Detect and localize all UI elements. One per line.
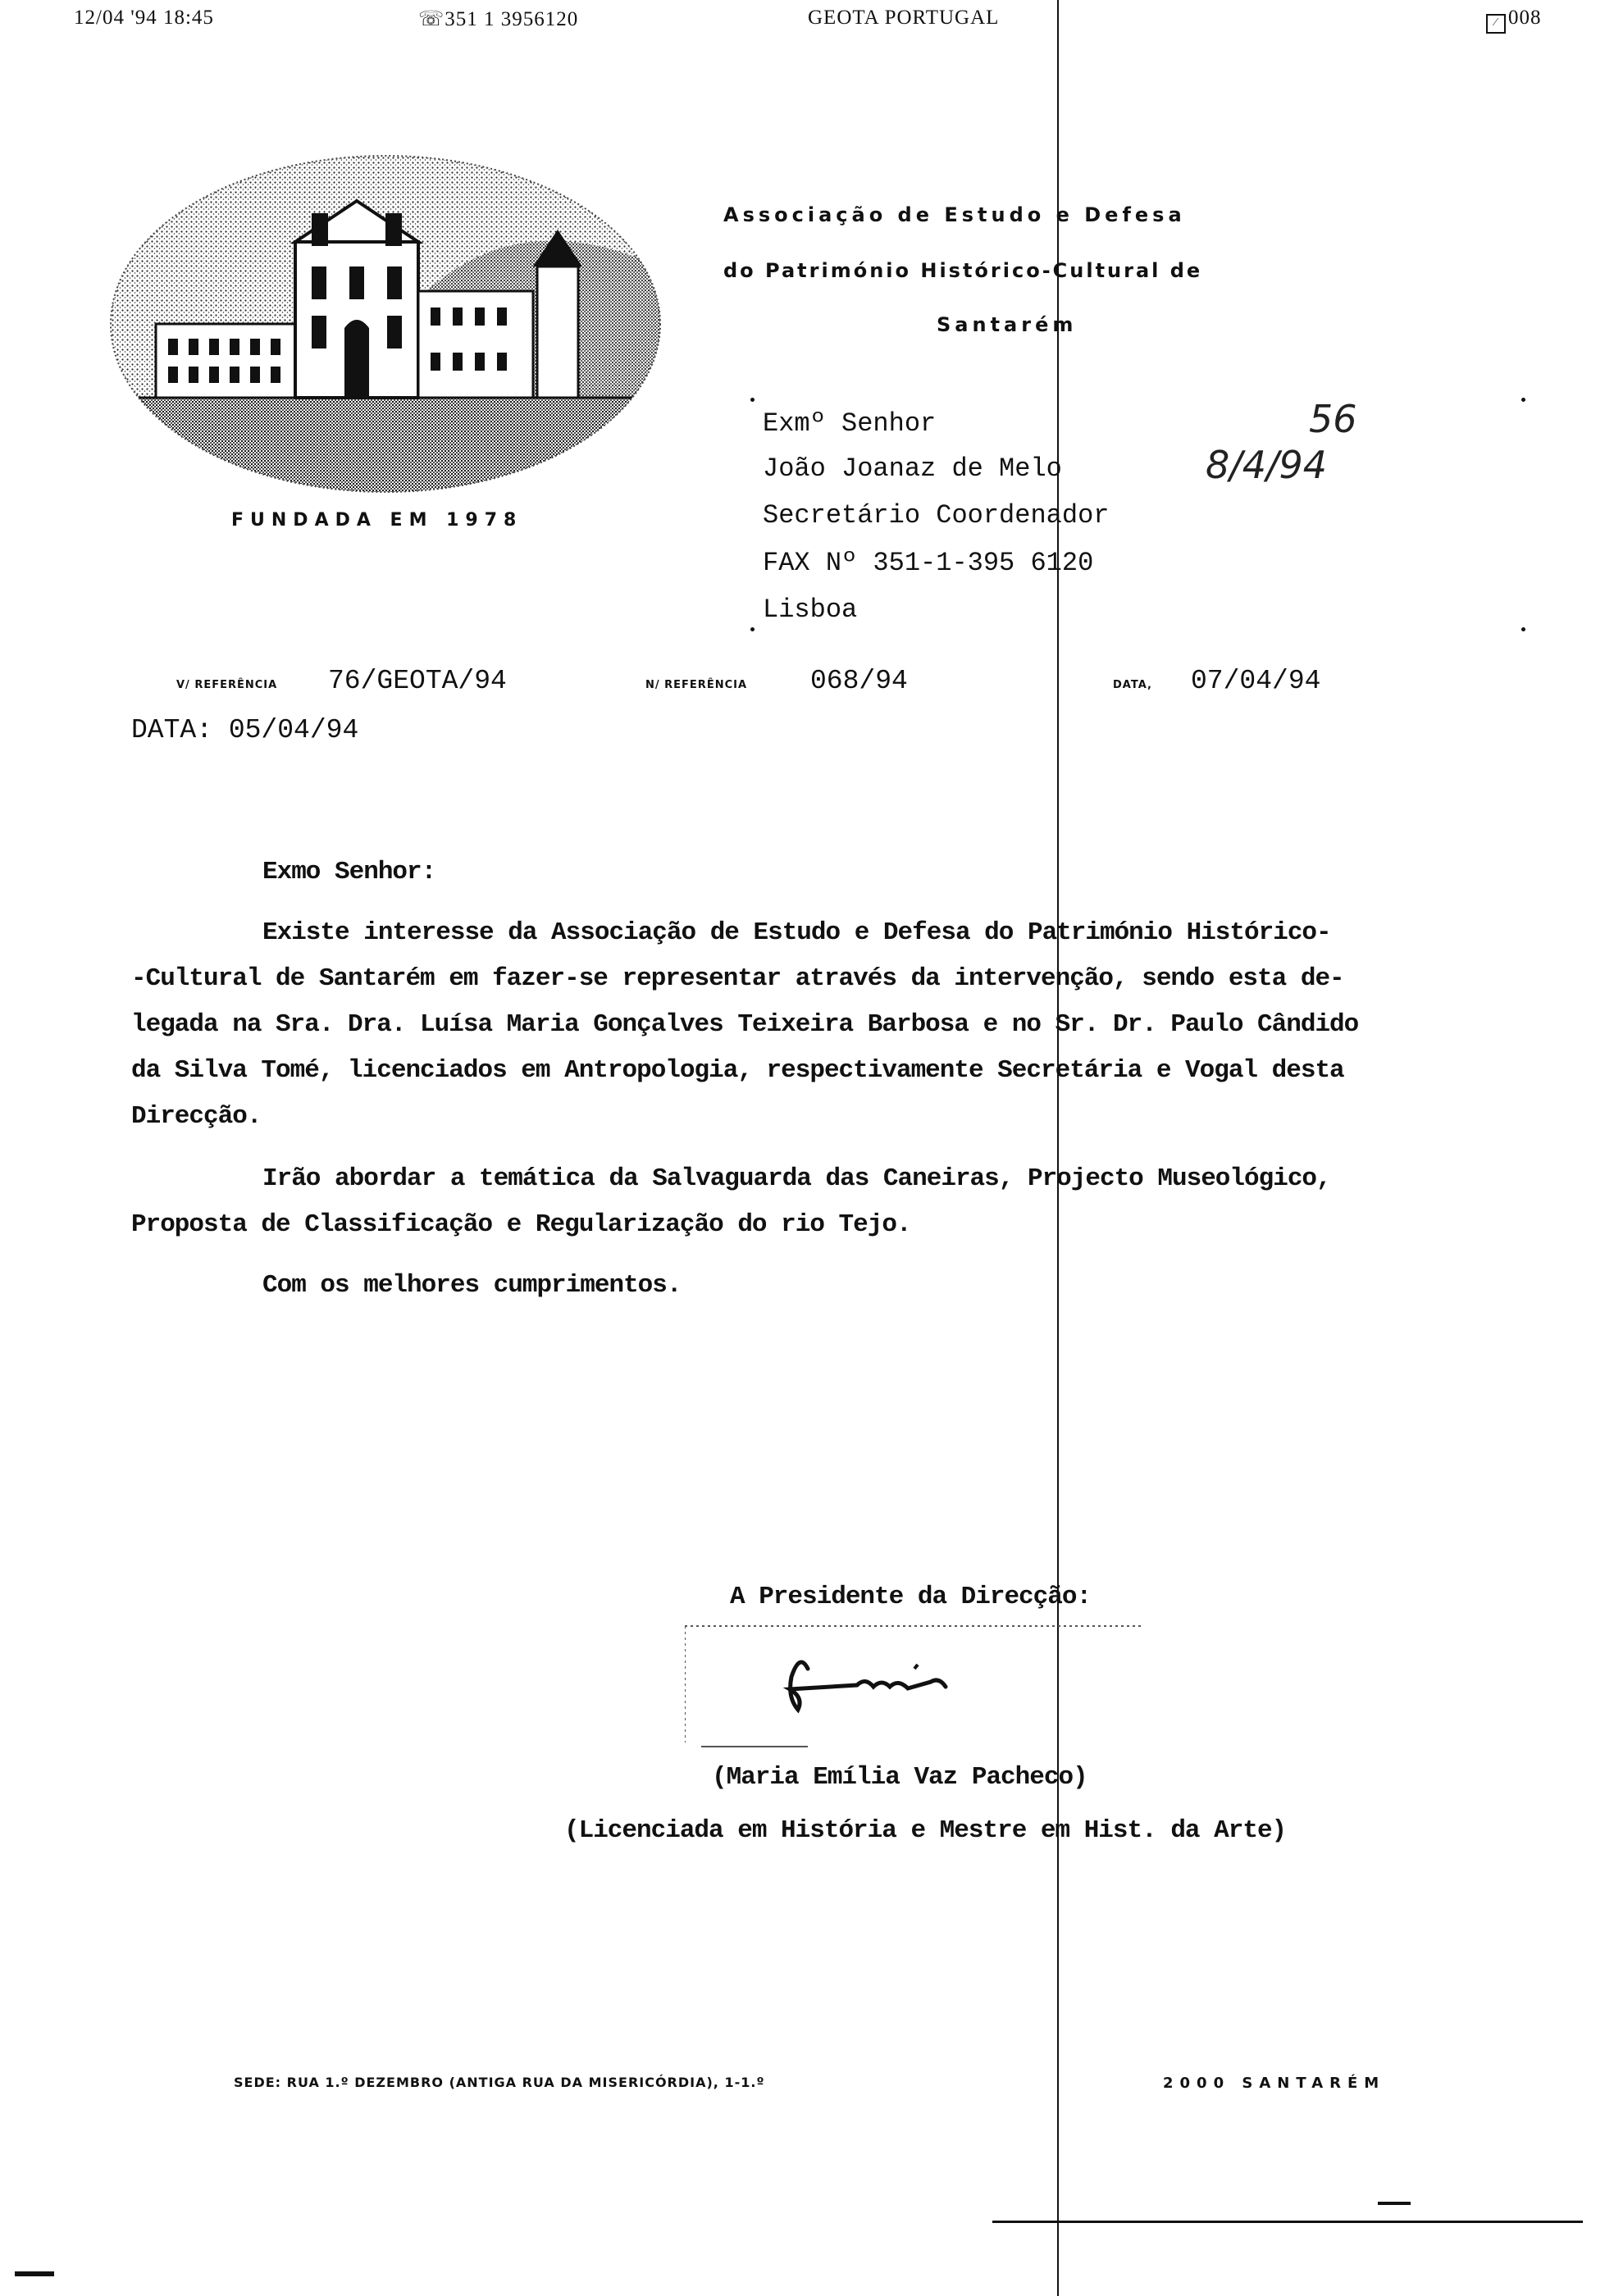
org-name-line3: Santarém bbox=[937, 313, 1078, 336]
punch-dot bbox=[1521, 627, 1525, 631]
n-ref-label: N/ REFERÊNCIA bbox=[645, 679, 748, 691]
building-engraving bbox=[107, 152, 664, 496]
paragraph-2 bbox=[131, 1156, 1525, 1248]
footer-rule bbox=[992, 2221, 1583, 2223]
fax-phone: ☏351 1 3956120 bbox=[418, 8, 579, 30]
greeting: Exmo Senhor: bbox=[262, 858, 436, 886]
fax-datetime: 12/04 '94 18:45 bbox=[74, 7, 214, 29]
org-name-line2: do Património Histórico-Cultural de bbox=[723, 259, 1203, 282]
fax-page: ⁄ 008 bbox=[1486, 7, 1542, 34]
n-ref-value: 068/94 bbox=[810, 666, 908, 696]
founded-label: FUNDADA EM 1978 bbox=[231, 510, 523, 531]
fax-sender: GEOTA PORTUGAL bbox=[808, 7, 1000, 29]
footer-city: 2000 SANTARÉM bbox=[1163, 2075, 1386, 2092]
signature-credentials: (Licenciada em História e Mestre em Hist. da Arte) bbox=[564, 1816, 1287, 1845]
para2-line: Proposta de Classificação e Regularização do rio Tejo. bbox=[131, 1210, 911, 1239]
org-name-line1: Associação de Estudo e Defesa bbox=[723, 203, 1186, 226]
recipient-city: Lisboa bbox=[763, 594, 858, 625]
recipient-title: Secretário Coordenador bbox=[763, 500, 1110, 531]
closing: Com os melhores cumprimentos. bbox=[262, 1271, 682, 1300]
date-label: DATA, bbox=[1113, 679, 1152, 691]
stamp-date: 8/4/94 bbox=[1206, 443, 1328, 487]
paragraph-1 bbox=[131, 910, 1525, 1140]
v-ref-label: V/ REFERÊNCIA bbox=[176, 679, 278, 691]
date-value: 07/04/94 bbox=[1191, 666, 1321, 696]
footer-address: SEDE: RUA 1.º DEZEMBRO (ANTIGA RUA DA MISERICÓRDIA), 1-1.º bbox=[234, 2075, 765, 2090]
telephone-icon: ☏ bbox=[418, 8, 445, 30]
data-line: DATA: 05/04/94 bbox=[131, 715, 359, 745]
para1-line: -Cultural de Santarém em fazer-se representar através da intervenção, sendo esta de- bbox=[131, 964, 1344, 993]
punch-dot bbox=[750, 627, 755, 631]
para1-line: da Silva Tomé, licenciados em Antropologia, respectivamente Secretária e Vogal desta bbox=[131, 1056, 1344, 1085]
stamp-number: 56 bbox=[1309, 397, 1357, 441]
para1-line: Existe interesse da Associação de Estudo e Defesa do Património Histórico- bbox=[262, 918, 1331, 947]
para2-line: Irão abordar a temática da Salvaguarda das Caneiras, Projecto Museológico, bbox=[262, 1164, 1331, 1193]
punch-dot bbox=[750, 398, 755, 402]
para1-line: Direcção. bbox=[131, 1102, 262, 1131]
punch-dot bbox=[1521, 398, 1525, 402]
recipient-name: João Joanaz de Melo bbox=[763, 453, 1062, 484]
v-ref-value: 76/GEOTA/94 bbox=[328, 666, 507, 696]
fold-line bbox=[1057, 0, 1059, 2296]
recipient-fax: FAX Nº 351-1-395 6120 bbox=[763, 548, 1094, 578]
recipient-salutation: Exmº Senhor bbox=[763, 408, 937, 439]
scan-mark bbox=[1378, 2202, 1411, 2205]
para1-line: legada na Sra. Dra. Luísa Maria Gonçalves Teixeira Barbosa e no Sr. Dr. Paulo Cândido bbox=[131, 1010, 1359, 1039]
scan-mark bbox=[15, 2271, 54, 2276]
signature-role: A Presidente da Direcção: bbox=[730, 1583, 1092, 1611]
fax-page-icon: ⁄ bbox=[1486, 14, 1506, 34]
signature-name: (Maria Emília Vaz Pacheco) bbox=[712, 1763, 1087, 1792]
signature-scrawl bbox=[685, 1620, 1160, 1759]
